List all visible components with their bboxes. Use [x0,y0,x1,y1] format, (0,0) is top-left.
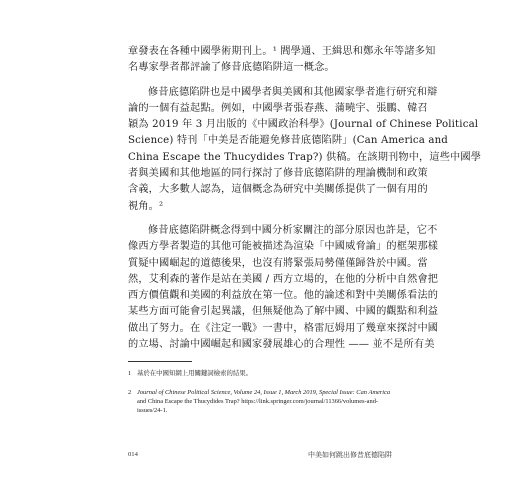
text-line: 視角。² [128,200,164,212]
text-line: 西方價值觀和美國的利益放在第一位。他的論述和對中美關係看法的 [128,290,439,302]
footnote-2 [128,388,392,415]
text-line: 然，艾利森的著作是站在美國 / 西方立場的，在他的分析中自然會把 [128,273,439,285]
text-line: 的立場、討論中國崛起和國家發展雄心的合理性 —— 並不是所有美 [128,339,435,351]
text-line: 含義，大多數人認為，這個概念為研究中美關係提供了一個有用的 [128,184,428,196]
text-line: China Escape the Thucydides Trap?) 供稿。在該期刊物中，這些中國學 [128,151,482,163]
text-line: 論的一個有益起點。例如，中國學者張春燕、蒲曉宇、張鵬、韓召 [128,102,428,114]
text-line: 質疑中國崛起的道德後果，也沒有將緊張局勢僅僅歸咎於中國。當 [128,257,428,269]
text-line: Science) 特刊「中美是否能避免修昔底德陷阱」(Can America and [128,135,448,147]
body-text [128,44,482,353]
footnote-number: 2 [128,389,132,396]
text-line: 某些方面可能會引起異議，但無疑他為了解中國、中國的觀點和利益 [128,306,439,318]
text-line: 穎為 2019 年 3 月出版的《中國政治科學》(Journal of Chinese Political [128,119,479,131]
text-line: 名專家學者都評論了修昔底德陷阱這一概念。 [128,62,335,74]
running-title: 中美如何跳出修昔底德陷阱 [308,451,392,459]
footnote-1 [128,369,392,378]
text-line: 像西方學者製造的其他可能被描述為渲染「中國威脅論」的框架那樣 [128,241,439,253]
page-number: 014 [128,451,138,458]
text-line: 修昔底德陷阱也是中國學者與美國和其他國家學者進行研究和辯 [148,86,438,98]
footnote-text: 基於在中國知網上用關鍵詞檢索的結果。 [137,370,253,377]
text-line: 章發表在各種中國學術期刊上。¹ 閻學通、王緝思和鄭永年等諸多知 [128,46,436,57]
text-line: 者與美國和其他地區的同行探討了修昔底德陷阱的理論機制和政策 [128,168,428,180]
text-line: 做出了努力。在《注定一戰》一書中，格雷厄姆用了幾章來探討中國 [128,322,439,334]
footnote-text: issues/24-1. [137,407,168,414]
footnotes [128,369,392,415]
footnote-text: and China Escape the Thucydides Trap? https://link.springer.com/journal/11366/volumes-and- [137,398,379,405]
footnote-divider [128,361,192,362]
footnote-text: Journal of Chinese Political Science, Volume 24, Issue 1, March 2019, Special Issue: Can America [137,389,391,396]
text-line: 修昔底德陷阱概念得到中國分析家關注的部分原因也許是，它不 [148,224,438,236]
footnote-number: 1 [128,370,132,377]
